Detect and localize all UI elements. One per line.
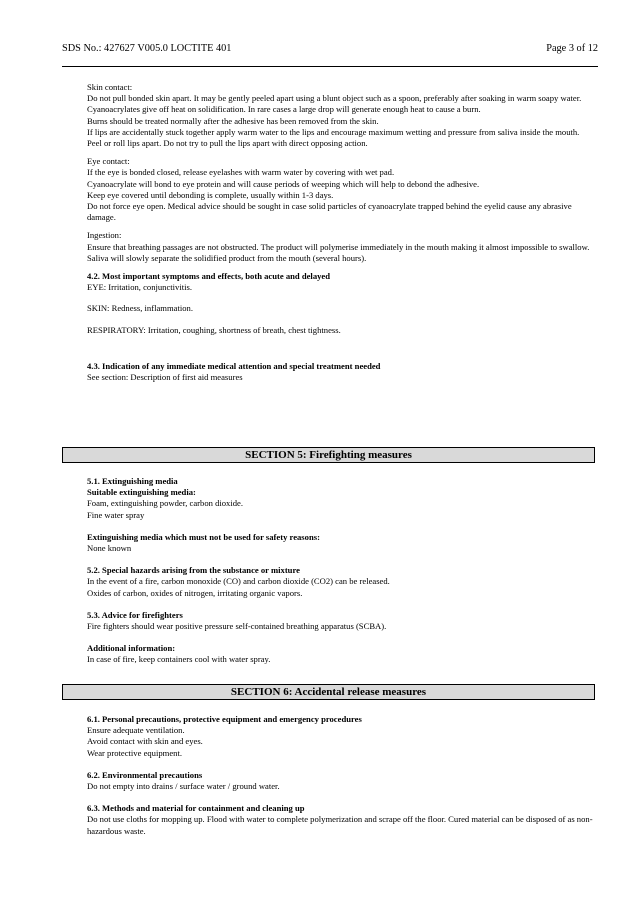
section-5-2-title: 5.2. Special hazards arising from the substance or mixture — [87, 565, 300, 576]
skin-contact-block — [87, 82, 593, 149]
personal-precautions-line: Wear protective equipment. — [87, 747, 182, 758]
medical-attention-block — [87, 361, 593, 383]
section-5-header: SECTION 5: Firefighting measures — [62, 447, 595, 463]
header-divider — [62, 66, 598, 67]
firefighter-advice-text: Fire fighters should wear positive pressure self-contained breathing apparatus (SCBA). — [87, 621, 387, 632]
skin-contact-title: Skin contact: — [87, 82, 133, 92]
suitable-media-title: Suitable extinguishing media: — [87, 487, 196, 498]
unsuitable-media-title: Extinguishing media which must not be used for safety reasons: — [87, 531, 320, 542]
symptom-respiratory: RESPIRATORY: Irritation, coughing, shortness of breath, chest tightness. — [87, 324, 341, 335]
ingestion-title: Ingestion: — [87, 230, 122, 241]
skin-line: If lips are accidentally stuck together apply warm water to the lips and encourage maximum wetting and pressure from saliva inside the mouth. — [87, 126, 580, 137]
personal-precautions-line: Ensure adequate ventilation. — [87, 725, 185, 736]
suitable-media-line: Foam, extinguishing powder, carbon dioxide. — [87, 498, 243, 509]
special-hazards-line: In the event of a fire, carbon monoxide (CO) and carbon dioxide (CO2) can be released. — [87, 576, 390, 587]
symptom-skin: SKIN: Redness, inflammation. — [87, 303, 193, 314]
section-6-1-title: 6.1. Personal precautions, protective equipment and emergency procedures — [87, 714, 362, 724]
first-aid-content — [87, 82, 593, 390]
additional-info-title: Additional information: — [87, 643, 176, 654]
section-6-2-title: 6.2. Environmental precautions — [87, 769, 203, 780]
symptoms-block — [87, 271, 593, 336]
suitable-media-line: Fine water spray — [87, 509, 145, 520]
section-5-content — [87, 476, 593, 666]
symptom-eye: EYE: Irritation, conjunctivitis. — [87, 282, 193, 293]
skin-line: Peel or roll lips apart. Do not try to pull the lips apart with direct opposing action. — [87, 138, 368, 149]
section-5-3-title: 5.3. Advice for firefighters — [87, 609, 183, 620]
unsuitable-media-text: None known — [87, 543, 132, 554]
skin-line: Burns should be treated normally after the adhesive has been removed from the skin. — [87, 115, 379, 126]
eye-line: Do not force eye open. Medical advice should be sought in case solid particles of cyanoacrylate trapped behind the eyelid cause any abrasive damage. — [87, 201, 572, 223]
eye-line: Keep eye covered until debonding is complete, usually within 1-3 days. — [87, 189, 334, 200]
section-4-3-text: See section: Description of first aid measures — [87, 372, 243, 383]
special-hazards-line: Oxides of carbon, oxides of nitrogen, irritating organic vapors. — [87, 587, 303, 598]
document-info: SDS No.: 427627 V005.0 LOCTITE 401 — [62, 43, 232, 54]
page-number: Page 3 of 12 — [546, 43, 598, 54]
ingestion-line: Ensure that breathing passages are not obstructed. The product will polymerise immediately in the mouth making it almost impossible to swallow. Saliva will slowly separate the solidified product from the mouth (several hours). — [87, 241, 590, 263]
eye-contact-block — [87, 156, 593, 223]
section-6-header: SECTION 6: Accidental release measures — [62, 684, 595, 700]
ingestion-block — [87, 230, 593, 264]
section-5-1-title: 5.1. Extinguishing media — [87, 476, 178, 486]
section-6-3-title: 6.3. Methods and material for containment and cleaning up — [87, 803, 305, 814]
page-header — [62, 43, 598, 54]
skin-line: Do not pull bonded skin apart. It may be gently peeled apart using a blunt object such as a spoon, preferably after soaking in warm soapy water. — [87, 93, 582, 104]
personal-precautions-line: Avoid contact with skin and eyes. — [87, 736, 203, 747]
section-4-2-title: 4.2. Most important symptoms and effects, both acute and delayed — [87, 271, 331, 282]
skin-line: Cyanoacrylates give off heat on solidification. In rare cases a large drop will generate enough heat to cause a burn. — [87, 104, 481, 115]
additional-info-text: In case of fire, keep containers cool with water spray. — [87, 654, 271, 665]
eye-line: If the eye is bonded closed, release eyelashes with warm water by covering with wet pad. — [87, 167, 395, 178]
eye-line: Cyanoacrylate will bond to eye protein and will cause periods of weeping which will help to debond the adhesive. — [87, 178, 480, 189]
eye-contact-title: Eye contact: — [87, 156, 130, 167]
environmental-precautions-text: Do not empty into drains / surface water / ground water. — [87, 781, 280, 792]
containment-methods-text: Do not use cloths for mopping up. Flood with water to complete polymerization and scrape off the floor. Cured material can be disposed of as non-hazardous waste. — [87, 814, 593, 836]
section-4-3-title: 4.3. Indication of any immediate medical attention and special treatment needed — [87, 360, 381, 371]
section-6-content — [87, 714, 593, 837]
